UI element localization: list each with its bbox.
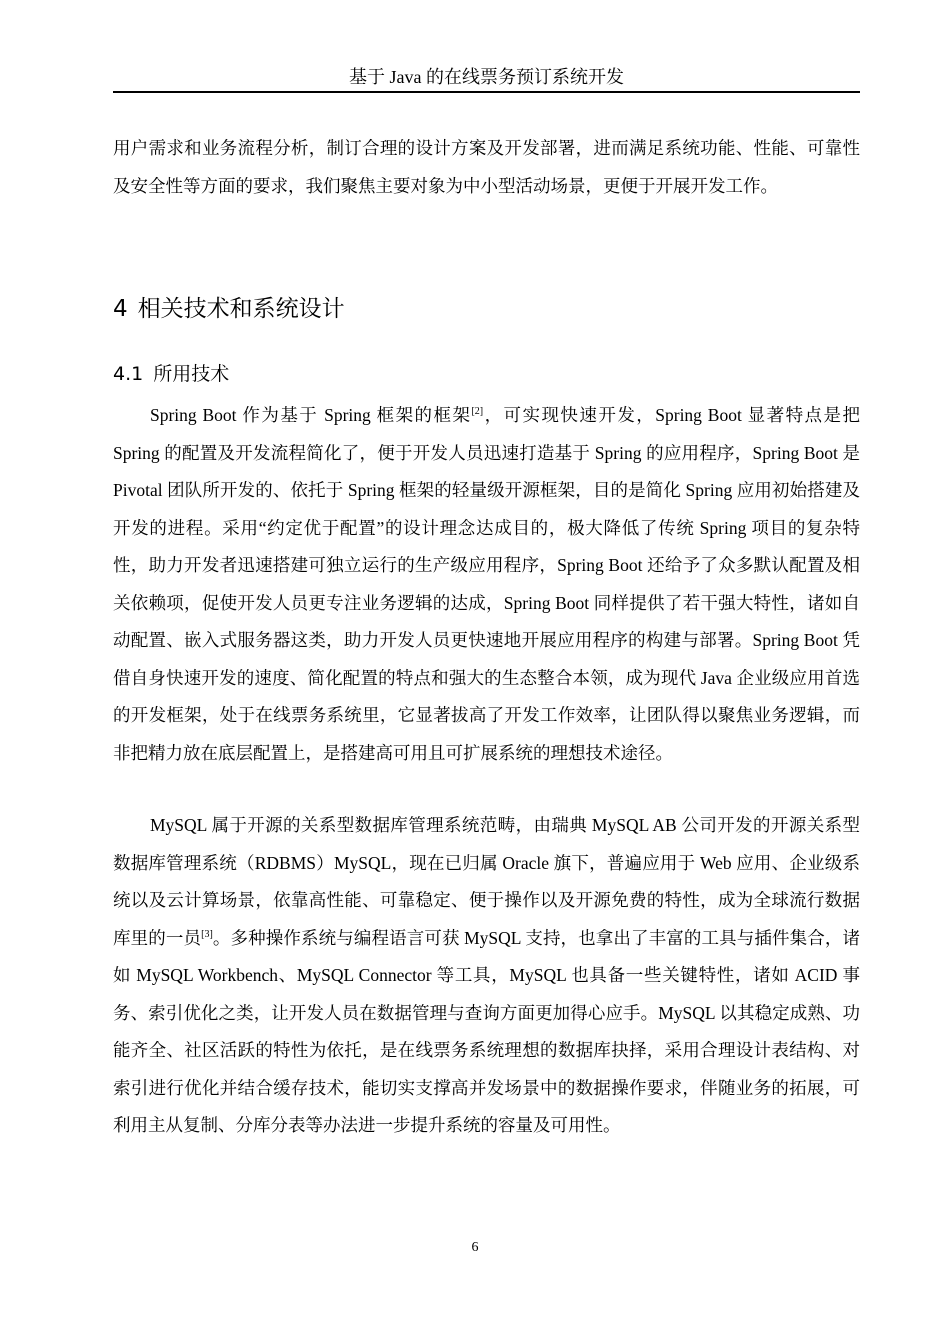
section-number: 4 — [113, 296, 128, 322]
page-number: 6 — [471, 1240, 479, 1255]
subsection-number: 4.1 — [113, 363, 144, 385]
spring-boot-text-part1: Spring Boot 作为基于 Spring 框架的框架 — [150, 405, 472, 425]
section-title: 相关技术和系统设计 — [137, 296, 345, 322]
mysql-text-part1: MySQL 属于开源的关系型数据库管理系统范畴，由瑞典 MySQL AB 公司开发的开源关系型数据库管理系统（RDBMS）MySQL，现在已归属 Oracle 旗下，普遍应用于 Web 应用、企业级系统以及云计算场景，依靠高性能、可靠稳定、便于操作以及开源免费的特性，成为全球流行数据库里的一员 — [113, 815, 860, 948]
citation-3: [3] — [201, 928, 213, 940]
subsection-title: 所用技术 — [153, 363, 230, 385]
running-header — [113, 64, 860, 93]
mysql-text-part2: 。多种操作系统与编程语言可获 MySQL 支持，也拿出了丰富的工具与插件集合，诸如 MySQL Workbench、MySQL Connector 等工具，MySQL 也具备一些关键特性，诸如 ACID 事务、索引优化之类，让开发人员在数据管理与查询方面更加得心应手。MySQL 以其稳定成熟、功能齐全、社区活跃的特性为依托，是在线票务系统理想的数据库抉择，采用合理设计表结构、对索引进行优化并结合缓存技术，能切实支撑高并发场景中的数据操作要求，伴随业务的拓展，可利用主从复制、分库分表等办法进一步提升系统的容量及可用性。 — [113, 927, 861, 1135]
intro-paragraph: 用户需求和业务流程分析，制订合理的设计方案及开发部署，进而满足系统功能、性能、可靠性及安全性等方面的要求，我们聚焦主要对象为中小型活动场景，更便于开展开发工作。 — [113, 138, 860, 196]
spring-boot-paragraph — [113, 397, 860, 772]
subsection-heading — [113, 357, 229, 391]
spring-boot-text-part2: ，可实现快速开发，Spring Boot 显著特点是把 Spring 的配置及开发流程简化了，便于开发人员迅速打造基于 Spring 的应用程序，Spring Boot 是 Pivotal 团队所开发的、依托于 Spring 框架的轻量级开源框架，目的是简化 Spring 应用初始搭建及开发的进程。采用“约定优于配置”的设计理念达成目的，极大降低了传统 Spring 项目的复杂特性，助力开发者迅速搭建可独立运行的生产级应用程序，Spring Boot 还给予了众多默认配置及相关依赖项，促使开发人员更专注业务逻辑的达成，Spring Boot 同样提供了若干强大特性，诸如自动配置、嵌入式服务器这类，助力开发人员更快速地开展应用程序的构建与部署。Spring Boot 凭借自身快速开发的速度、简化配置的特点和强大的生态整合本领，成为现代 Java 企业级应用首选的开发框架，处于在线票务系统里，它显著拔高了开发工作效率，让团队得以聚焦业务逻辑，而非把精力放在底层配置上，是搭建高可用且可扩展系统的理想技术途径。 — [113, 405, 860, 763]
section-heading — [113, 290, 345, 328]
running-header-title: 基于 Java 的在线票务预订系统开发 — [349, 67, 624, 87]
citation-2: [2] — [471, 406, 484, 418]
mysql-paragraph — [113, 807, 860, 1145]
